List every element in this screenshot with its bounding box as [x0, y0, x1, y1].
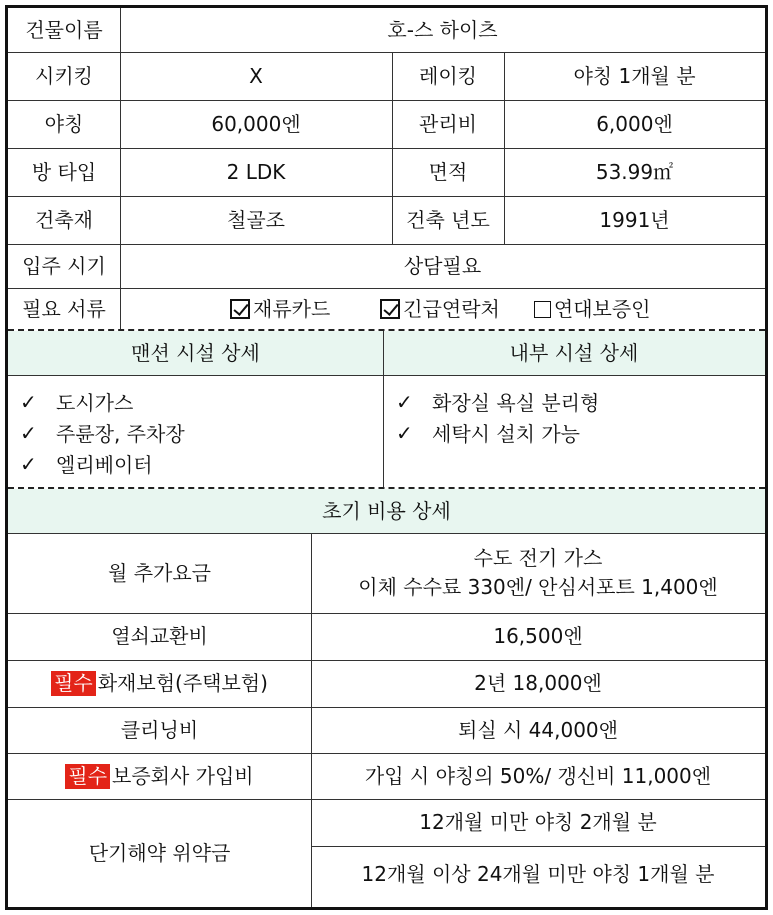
key-exchange-label: 열쇠교환비 [111, 624, 208, 648]
cleaning-label: 클리닝비 [120, 717, 199, 742]
doc-label: 재류카드 [253, 296, 331, 321]
building-name-value: 호-스 하이츠 [387, 17, 498, 42]
move-in-label: 입주 시기 [22, 253, 106, 278]
key-exchange-value: 16,500엔 [493, 624, 583, 648]
check-icon: ✓ [20, 389, 37, 414]
penalty-label: 단기해약 위약금 [88, 840, 231, 865]
area-value: 53.99㎡ [595, 159, 674, 184]
material-value: 철골조 [227, 207, 285, 232]
room-type-value: 2 LDK [226, 159, 286, 184]
room-type-label: 방 타입 [31, 159, 97, 184]
move-in-value: 상담필요 [403, 253, 482, 278]
fire-insurance-label: 필수 화재보험(주택보험) [8, 660, 311, 707]
checkbox-empty-icon[interactable] [534, 301, 551, 318]
shikikin-value: X [249, 63, 263, 88]
documents-list [120, 288, 765, 330]
monthly-extra-label: 월 추가요금 [108, 560, 211, 585]
check-icon: ✓ [396, 420, 413, 445]
check-icon: ✓ [20, 420, 37, 445]
doc-emergency-contact[interactable] [380, 297, 500, 322]
mgmt-fee-value: 6,000엔 [596, 111, 673, 136]
checkbox-checked-icon[interactable] [380, 299, 400, 319]
mansion-facilities-title: 맨션 시설 상세 [131, 340, 260, 365]
guarantee-label: 필수 보증회사 가입비 [8, 753, 311, 799]
checkbox-checked-icon[interactable] [230, 299, 250, 319]
documents-label: 필요 서류 [22, 296, 106, 321]
reikin-label: 레이킹 [419, 63, 477, 88]
interior-facilities-title: 내부 시설 상세 [509, 340, 639, 365]
list-item: ✓ 세탁시 설치 가능 [396, 420, 580, 446]
required-badge: 필수 [51, 671, 96, 696]
check-icon: ✓ [20, 451, 37, 476]
penalty-value-1: 12개월 미만 야칭 2개월 분 [419, 810, 657, 834]
doc-joint-guarantor[interactable] [534, 297, 651, 322]
guarantee-value: 가입 시 야칭의 50%/ 갱신비 11,000엔 [364, 763, 712, 788]
interior-facilities-list [396, 386, 599, 448]
doc-label: 긴급연락처 [403, 296, 500, 321]
material-label: 건축재 [35, 207, 93, 232]
building-name-label: 건물이름 [25, 17, 103, 42]
mansion-facilities-list [20, 386, 185, 479]
rent-label: 야칭 [44, 111, 84, 136]
list-item: ✓ 화장실 욕실 분리형 [396, 389, 600, 415]
penalty-value-2: 12개월 이상 24개월 미만 야칭 1개월 분 [361, 861, 715, 886]
monthly-extra-value: 수도 전기 가스 이체 수수료 330엔/ 안심서포트 1,400엔 [358, 546, 718, 599]
shikikin-label: 시키킹 [35, 63, 93, 88]
doc-label: 연대보증인 [553, 296, 651, 321]
list-item: ✓ 엘리베이터 [20, 451, 153, 477]
reikin-value: 야칭 1개월 분 [573, 63, 696, 88]
list-item: ✓ 주륜장, 주차장 [20, 420, 185, 446]
initial-costs-title: 초기 비용 상세 [322, 498, 451, 523]
build-year-label: 건축 년도 [406, 207, 490, 232]
mgmt-fee-label: 관리비 [419, 111, 477, 136]
check-icon: ✓ [396, 389, 413, 414]
build-year-value: 1991년 [599, 207, 670, 232]
required-badge: 필수 [65, 764, 110, 789]
cleaning-value: 퇴실 시 44,000앤 [458, 717, 618, 742]
rent-value: 60,000엔 [211, 111, 301, 136]
area-label: 면적 [428, 159, 468, 184]
list-item: ✓ 도시가스 [20, 389, 134, 415]
fire-insurance-value: 2년 18,000엔 [474, 671, 602, 695]
doc-residence-card[interactable] [230, 297, 330, 322]
property-info-sheet [5, 5, 768, 910]
